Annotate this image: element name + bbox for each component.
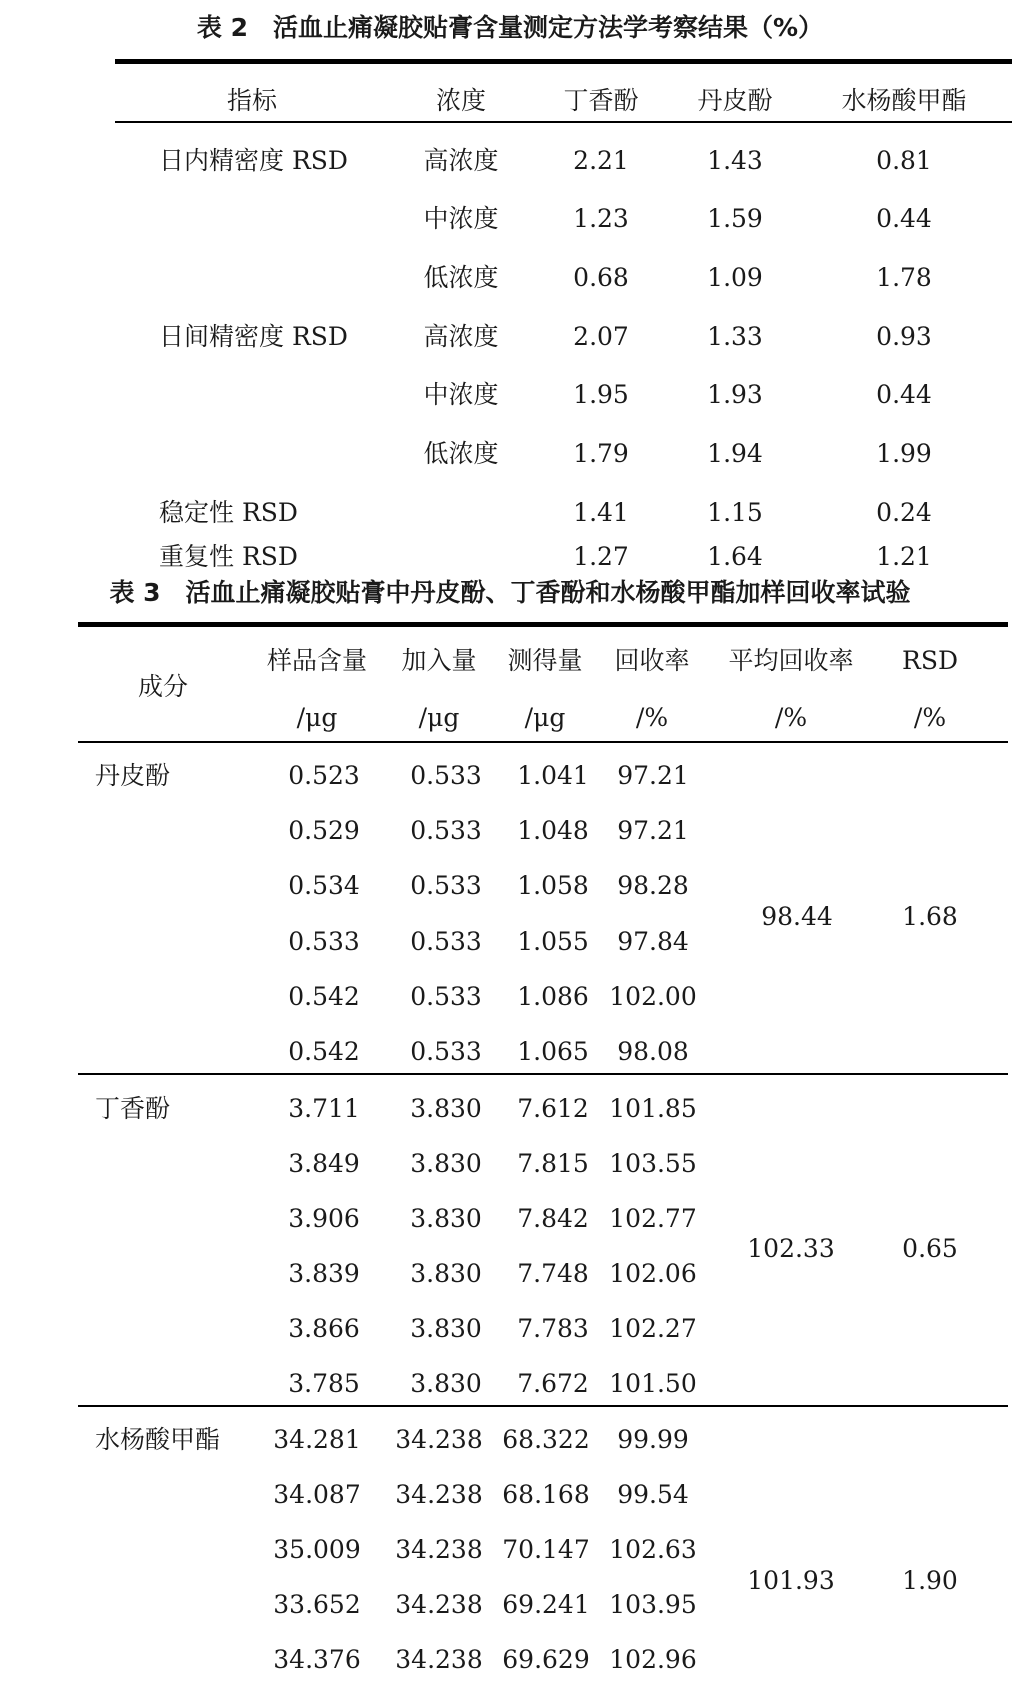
t3-unit-sample: /μg — [296, 703, 338, 732]
t3-measured: 68.322 — [502, 1425, 590, 1454]
t3-measured: 1.041 — [517, 761, 589, 790]
t3-recovery: 102.96 — [609, 1645, 697, 1674]
t3-recovery: 102.63 — [609, 1535, 697, 1564]
t2-eugenol-value: 1.23 — [573, 204, 629, 233]
t3-sample: 0.523 — [288, 761, 360, 790]
t3-added: 3.830 — [410, 1149, 482, 1178]
t3-sample: 3.785 — [288, 1369, 360, 1398]
t3-added: 0.533 — [410, 982, 482, 1011]
t2-methyl-salicylate-value: 0.93 — [876, 322, 932, 351]
t3-unit-measured: /μg — [524, 703, 566, 732]
t3-added: 0.533 — [410, 816, 482, 845]
t3-recovery: 101.85 — [609, 1094, 697, 1123]
table3-group-divider — [78, 1405, 1008, 1407]
t2-concentration: 高浓度 — [423, 322, 499, 351]
t3-unit-added: /μg — [418, 703, 460, 732]
t2-header-concentration: 浓度 — [435, 86, 487, 115]
t3-added: 34.238 — [395, 1535, 483, 1564]
t3-recovery: 101.50 — [609, 1369, 697, 1398]
t2-eugenol-value: 1.27 — [573, 542, 629, 571]
t3-recovery: 97.21 — [617, 816, 689, 845]
t3-header-measured-amount: 测得量 — [507, 646, 583, 675]
t2-header-paeonol: 丹皮酚 — [697, 86, 773, 115]
t2-eugenol-value: 0.68 — [573, 263, 629, 292]
t3-measured: 1.086 — [517, 982, 589, 1011]
t3-sample: 0.542 — [288, 982, 360, 1011]
table2-caption: 表 2 活血止痛凝胶贴膏含量测定方法学考察结果（%） — [196, 13, 824, 42]
table3-group-divider — [78, 1073, 1008, 1075]
t2-methyl-salicylate-value: 1.78 — [876, 263, 932, 292]
t3-measured: 7.783 — [517, 1314, 589, 1343]
t3-recovery: 102.77 — [609, 1204, 697, 1233]
table3-header-rule — [78, 741, 1008, 743]
t3-component-name: 水杨酸甲酯 — [95, 1425, 221, 1454]
t3-recovery: 103.95 — [609, 1590, 697, 1619]
t3-measured: 68.168 — [502, 1480, 590, 1509]
t3-sample: 33.652 — [273, 1590, 361, 1619]
table3-caption: 表 3 活血止痛凝胶贴膏中丹皮酚、丁香酚和水杨酸甲酯加样回收率试验 — [109, 578, 911, 607]
table-row-clipped — [0, 542, 1020, 572]
t2-paeonol-value: 1.33 — [707, 322, 763, 351]
t3-unit-avg-recovery: /% — [774, 703, 808, 732]
t3-sample: 3.839 — [288, 1259, 360, 1288]
t2-indicator: 重复性 RSD — [159, 542, 298, 571]
t3-measured: 7.815 — [517, 1149, 589, 1178]
t3-unit-recovery: /% — [635, 703, 669, 732]
t2-paeonol-value: 1.43 — [707, 146, 763, 175]
t3-header-added-amount: 加入量 — [401, 646, 477, 675]
t2-paeonol-value: 1.93 — [707, 380, 763, 409]
t3-rsd: 1.90 — [902, 1566, 958, 1595]
t3-avg-recovery: 102.33 — [747, 1234, 835, 1263]
t3-rsd: 0.65 — [902, 1234, 958, 1263]
t3-sample: 34.376 — [273, 1645, 361, 1674]
t3-measured: 1.065 — [517, 1037, 589, 1066]
t2-eugenol-value: 2.07 — [573, 322, 629, 351]
t3-recovery: 102.27 — [609, 1314, 697, 1343]
t2-methyl-salicylate-value: 1.99 — [876, 439, 932, 468]
t3-unit-rsd: /% — [913, 703, 947, 732]
t2-eugenol-value: 2.21 — [573, 146, 629, 175]
t2-paeonol-value: 1.94 — [707, 439, 763, 468]
t3-sample: 0.542 — [288, 1037, 360, 1066]
t2-methyl-salicylate-value: 0.44 — [876, 204, 932, 233]
t2-eugenol-value: 1.41 — [573, 498, 629, 527]
t2-indicator: 日内精密度 RSD — [159, 146, 348, 175]
t3-added: 3.830 — [410, 1314, 482, 1343]
t3-recovery: 99.54 — [617, 1480, 689, 1509]
t3-recovery: 102.00 — [609, 982, 697, 1011]
t2-header-eugenol: 丁香酚 — [563, 86, 639, 115]
t3-added: 34.238 — [395, 1480, 483, 1509]
t3-header-avg-recovery: 平均回收率 — [728, 646, 854, 675]
t2-concentration: 高浓度 — [423, 146, 499, 175]
t3-measured: 70.147 — [502, 1535, 590, 1564]
t2-methyl-salicylate-value: 1.21 — [876, 542, 932, 571]
t3-added: 3.830 — [410, 1094, 482, 1123]
t2-paeonol-value: 1.59 — [707, 204, 763, 233]
t2-indicator: 稳定性 RSD — [159, 498, 298, 527]
t3-header-recovery: 回收率 — [614, 646, 690, 675]
t3-rsd: 1.68 — [902, 902, 958, 931]
table3-top-rule — [78, 622, 1008, 627]
t2-concentration: 中浓度 — [423, 380, 499, 409]
t3-sample: 34.087 — [273, 1480, 361, 1509]
t3-measured: 7.748 — [517, 1259, 589, 1288]
t2-methyl-salicylate-value: 0.24 — [876, 498, 932, 527]
t3-recovery: 97.21 — [617, 761, 689, 790]
t2-paeonol-value: 1.64 — [707, 542, 763, 571]
t2-concentration: 中浓度 — [423, 204, 499, 233]
table2-top-rule — [115, 59, 1012, 64]
t2-concentration: 低浓度 — [423, 439, 499, 468]
t3-measured: 1.055 — [517, 927, 589, 956]
t3-sample: 3.711 — [288, 1094, 360, 1123]
t2-concentration: 低浓度 — [423, 263, 499, 292]
t3-avg-recovery: 101.93 — [747, 1566, 835, 1595]
t2-methyl-salicylate-value: 0.44 — [876, 380, 932, 409]
t2-paeonol-value: 1.09 — [707, 263, 763, 292]
t3-added: 0.533 — [410, 1037, 482, 1066]
t3-measured: 7.612 — [517, 1094, 589, 1123]
t3-sample: 3.906 — [288, 1204, 360, 1233]
t3-measured: 69.629 — [502, 1645, 590, 1674]
t3-recovery: 103.55 — [609, 1149, 697, 1178]
t3-added: 0.533 — [410, 871, 482, 900]
t3-component-name: 丹皮酚 — [95, 761, 171, 790]
t3-added: 3.830 — [410, 1204, 482, 1233]
t2-eugenol-value: 1.95 — [573, 380, 629, 409]
t3-avg-recovery: 98.44 — [761, 902, 833, 931]
table2-header-rule — [115, 121, 1012, 123]
t3-sample: 0.534 — [288, 871, 360, 900]
t3-component-name: 丁香酚 — [95, 1094, 171, 1123]
t3-added: 3.830 — [410, 1369, 482, 1398]
t3-header-component: 成分 — [137, 672, 189, 701]
t2-indicator: 日间精密度 RSD — [159, 322, 348, 351]
t3-recovery: 98.28 — [617, 871, 689, 900]
t3-added: 0.533 — [410, 761, 482, 790]
t3-sample: 3.849 — [288, 1149, 360, 1178]
t3-measured: 1.058 — [517, 871, 589, 900]
t3-sample: 3.866 — [288, 1314, 360, 1343]
t3-sample: 0.533 — [288, 927, 360, 956]
t2-eugenol-value: 1.79 — [573, 439, 629, 468]
t3-added: 34.238 — [395, 1590, 483, 1619]
t3-header-sample-amount: 样品含量 — [266, 646, 368, 675]
t2-header-indicator: 指标 — [226, 86, 278, 115]
t3-header-rsd: RSD — [902, 646, 958, 675]
t3-added: 0.533 — [410, 927, 482, 956]
t3-measured: 1.048 — [517, 816, 589, 845]
t3-recovery: 98.08 — [617, 1037, 689, 1066]
t2-header-methyl-salicylate: 水杨酸甲酯 — [841, 86, 967, 115]
t3-recovery: 102.06 — [609, 1259, 697, 1288]
t3-measured: 7.842 — [517, 1204, 589, 1233]
t3-sample: 34.281 — [273, 1425, 361, 1454]
t3-sample: 0.529 — [288, 816, 360, 845]
t3-added: 34.238 — [395, 1645, 483, 1674]
t2-paeonol-value: 1.15 — [707, 498, 763, 527]
t3-recovery: 99.99 — [617, 1425, 689, 1454]
t2-methyl-salicylate-value: 0.81 — [876, 146, 932, 175]
t3-measured: 7.672 — [517, 1369, 589, 1398]
t3-measured: 69.241 — [502, 1590, 590, 1619]
t3-added: 3.830 — [410, 1259, 482, 1288]
t3-added: 34.238 — [395, 1425, 483, 1454]
t3-recovery: 97.84 — [617, 927, 689, 956]
t3-sample: 35.009 — [273, 1535, 361, 1564]
